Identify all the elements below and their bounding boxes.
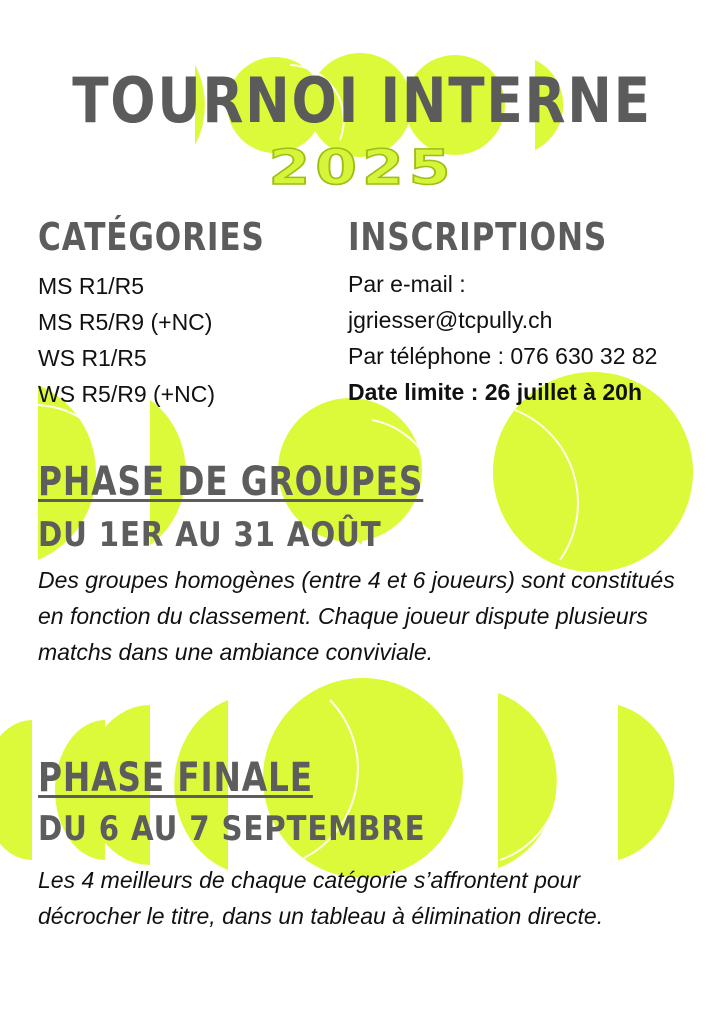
final-phase-dates: DU 6 AU 7 SEPTEMBRE bbox=[38, 809, 426, 849]
inscriptions-heading: INSCRIPTIONS bbox=[348, 215, 608, 259]
email-link[interactable]: jgriesser@tcpully.ch bbox=[348, 307, 553, 333]
year-label: 2025 bbox=[268, 140, 456, 196]
category-item: MS R1/R5 bbox=[38, 273, 145, 299]
categories-heading: CATÉGORIES bbox=[38, 215, 265, 259]
group-phase-heading: PHASE DE GROUPES bbox=[38, 459, 424, 505]
categories-list bbox=[38, 268, 215, 412]
deadline-text: Date limite : 26 juillet à 20h bbox=[348, 379, 642, 405]
page-title: TOURNOI INTERNE bbox=[72, 64, 652, 137]
category-item: WS R5/R9 (+NC) bbox=[38, 381, 215, 407]
ball-bot-5 bbox=[618, 705, 674, 860]
group-phase-description: Des groupes homogènes (entre 4 et 6 joueurs) sont constitués en fonction du classement. Chaque joueur dispute plusieurs matchs dans une ambiance conviviale. bbox=[38, 567, 675, 665]
group-phase-dates: DU 1ER AU 31 AOÛT bbox=[38, 515, 382, 555]
ball-bot-6 bbox=[0, 720, 32, 860]
ball-bot-4 bbox=[498, 693, 557, 868]
final-phase-description: Les 4 meilleurs de chaque catégorie s’affrontent pour décrocher le titre, dans un tableau à élimination directe. bbox=[38, 867, 604, 929]
category-item: MS R5/R9 (+NC) bbox=[38, 309, 213, 335]
inscriptions-info bbox=[348, 266, 657, 410]
email-label: Par e-mail : bbox=[348, 271, 466, 297]
final-phase-heading: PHASE FINALE bbox=[38, 755, 313, 801]
phone-text: Par téléphone : 076 630 32 82 bbox=[348, 343, 658, 369]
category-item: WS R1/R5 bbox=[38, 345, 147, 371]
